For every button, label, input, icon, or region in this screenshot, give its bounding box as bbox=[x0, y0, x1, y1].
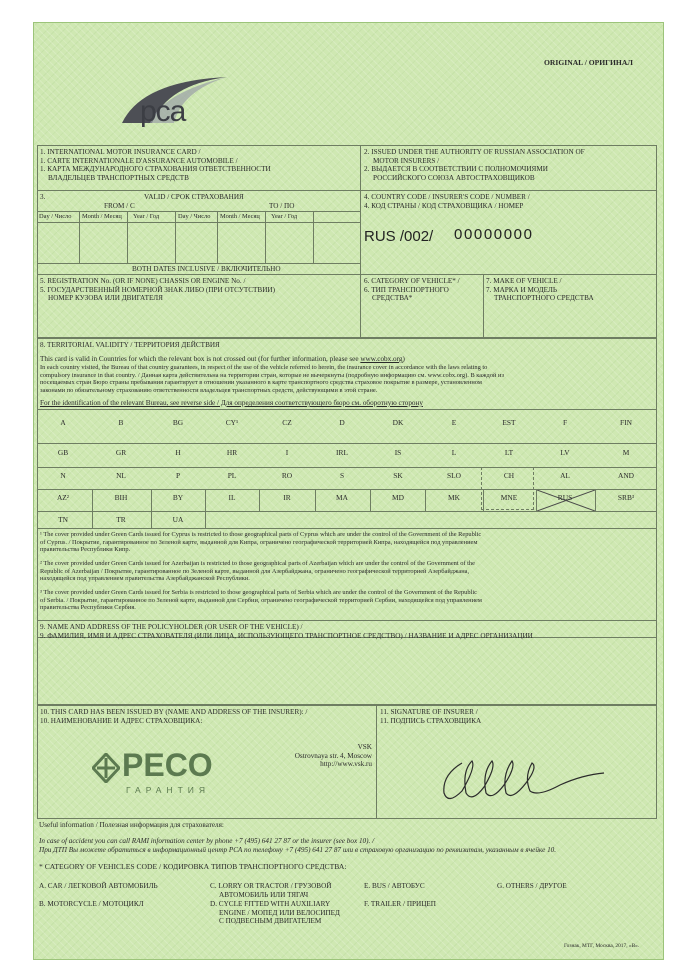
footnote-cyprus: ¹ The cover provided under Green Cards issued for Cyprus is restricted to those geographical parts of Cyprus which are under the control of the Government of the Republic of Cyprus. / Покрытие, гарантированное по Зеленой карте, выданной для Кипра, ограничено географической территорией Кипра, находящейся под управлением правительства Республики Кипр. bbox=[40, 531, 482, 554]
country-cell-ma: MA bbox=[336, 493, 348, 502]
section-4-title: 4. COUNTRY CODE / INSURER'S CODE / NUMBER / 4. КОД СТРАНЫ / КОД СТРАХОВЩИКА / НОМЕР bbox=[364, 193, 530, 210]
footnote-azerbaijan: ² The cover provided under Green Cards issued for Azerbaijan is restricted to those geographical parts of Azerbaijan which are under the control of the Government of the Republic of Azerbaijan / Покрытие, гарантированное по Зеленой карте, выданной для Азербайджана, ограничено географической территорией Азербайджана, находящейся под управлением правительства Азербайджанской Республики. bbox=[40, 560, 475, 583]
country-cell-gb: GB bbox=[57, 448, 69, 457]
country-cell-slo: SLO bbox=[447, 471, 461, 480]
rsa-logo-text: pca bbox=[140, 95, 186, 128]
bureau-reference-note: For the identification of the relevant Bureau, see reverse side / Для определения соответствующего бюро см. оборотную сторону bbox=[40, 399, 423, 407]
country-cell-srb: SRB³ bbox=[617, 493, 635, 502]
valid-to-label: TO / ПО bbox=[269, 202, 295, 210]
card-number: 00000000 bbox=[454, 226, 534, 243]
green-card-form bbox=[33, 22, 664, 960]
country-cell-pl: PL bbox=[227, 471, 237, 480]
country-cell-h: H bbox=[175, 448, 181, 457]
country-cell-il: IL bbox=[228, 493, 236, 502]
country-cell-sk: SK bbox=[393, 471, 403, 480]
country-cell-d: D bbox=[339, 418, 345, 427]
country-cell-n: N bbox=[60, 471, 66, 480]
useful-info-ru: При ДТП Вы можете обратиться в информационный центр РСА по телефону +7 (495) 641 27 87 или в страховую организацию по реквизитам, указанным в ячейке 10. bbox=[39, 846, 557, 854]
country-insurer-code: RUS /002/ bbox=[364, 228, 434, 245]
country-cell-bg: BG bbox=[172, 418, 184, 427]
country-cell-tn: TN bbox=[58, 515, 68, 524]
country-cell-ua: UA bbox=[172, 515, 184, 524]
section-9-title: 9. NAME AND ADDRESS OF THE POLICYHOLDER (OR USER OF THE VEHICLE) / 9. ФАМИЛИЯ, ИМЯ И АДРЕС СТРАХОВАТЕЛЯ (ИЛИ ЛИЦА, ИСПОЛЬЗУЮЩЕГО ТРАНСПОРТНОЕ СРЕДСТВО) / НАЗВАНИЕ И АДРЕС ОРГАНИЗАЦИИ bbox=[40, 623, 533, 640]
country-cell-a: A bbox=[60, 418, 66, 427]
country-cell-s: S bbox=[339, 471, 345, 480]
country-cell-and: AND bbox=[617, 471, 634, 480]
country-cell-nl: NL bbox=[116, 471, 126, 480]
country-cell-az: AZ² bbox=[56, 493, 70, 502]
dates-inclusive-label: BOTH DATES INCLUSIVE / ВКЛЮЧИТЕЛЬНО bbox=[132, 265, 281, 273]
valid-from-label: FROM / С bbox=[104, 202, 135, 210]
section-10-title: 10. THIS CARD HAS BEEN ISSUED BY (NAME AND ADDRESS OF THE INSURER): / 10. НАИМЕНОВАНИЕ И АДРЕС СТРАХОВЩИКА: bbox=[40, 708, 308, 725]
country-cell-bih: BIH bbox=[114, 493, 128, 502]
category-d: D. CYCLE FITTED WITH AUXILIARY ENGINE / МОПЕД ИЛИ ВЕЛОСИПЕД С ПОДВЕСНЫМ ДВИГАТЕЛЕМ bbox=[210, 900, 340, 926]
country-cell-gr: GR bbox=[115, 448, 127, 457]
country-cell-dk: DK bbox=[392, 418, 404, 427]
country-cell-ro: RO bbox=[281, 471, 293, 480]
country-cell-l: L bbox=[451, 448, 457, 457]
country-cell-is: IS bbox=[394, 448, 402, 457]
insurer-signature bbox=[432, 745, 612, 807]
rsa-logo bbox=[82, 71, 232, 127]
valid-to-day-label: Day / Число bbox=[178, 213, 211, 220]
valid-from-day-label: Day / Число bbox=[39, 213, 72, 220]
category-g: G. OTHERS / ДРУГОЕ bbox=[497, 882, 567, 890]
country-cell-rus: RUS bbox=[557, 493, 573, 502]
section-8-intro: This card is valid in Countries for which the relevant box is not crossed out (for further information, please see www.cobx.org) bbox=[40, 355, 405, 363]
section-8-description: In each country visited, the Bureau of that country guarantees, in respect of the use of the vehicle referred to herein, the insurance cover in accordance with the laws relating to compulsory insurance in that country. / Данная карта действительна на территории стран, которые не вычеркнуты (подробную информацию см. www.cobx.org). В каждой из посещаемых стран Бюро страны пребывания гарантирует в отношении указанного в карте транспортного средства страховое покрытие в размере, установленном законами по обязательному страхованию ответственности владельцев транспортных средств, действующими в этой стране. bbox=[40, 364, 504, 394]
section-8-title: 8. TERRITORIAL VALIDITY / ТЕРРИТОРИЯ ДЕЙСТВИЯ bbox=[40, 341, 220, 349]
country-cell-by: BY bbox=[172, 493, 184, 502]
country-cell-cy: CY¹ bbox=[225, 418, 239, 427]
reso-logo bbox=[92, 747, 242, 803]
country-cell-ir: IR bbox=[283, 493, 291, 502]
country-cell-md: MD bbox=[392, 493, 404, 502]
country-cell-mk: MK bbox=[448, 493, 460, 502]
country-cell-lv: LV bbox=[560, 448, 570, 457]
section-5-title: 5. REGISTRATION No. (OR IF NONE) CHASSIS OR ENGINE No. / 5. ГОСУДАРСТВЕННЫЙ НОМЕРНОЙ ЗНАК ЛИБО (ПРИ ОТСУТСТВИИ) НОМЕР КУЗОВА ИЛИ ДВИГАТЕЛЯ bbox=[40, 277, 275, 303]
category-e: E. BUS / АВТОБУС bbox=[364, 882, 425, 890]
section-6-title: 6. CATEGORY OF VEHICLE* / 6. ТИП ТРАНСПОРТНОГО СРЕДСТВА* bbox=[364, 277, 460, 303]
country-cell-hr: HR bbox=[226, 448, 238, 457]
category-a: A. CAR / ЛЕГКОВОЙ АВТОМОБИЛЬ bbox=[39, 882, 158, 890]
country-cell-e: E bbox=[451, 418, 457, 427]
footnote-serbia: ³ The cover provided under Green Cards issued for Serbia is restricted to those geographical parts of Serbia which are under the control of the Government of the Republic of Serbia. / Покрытие, гарантированное по Зеленой карте, выданной для Сербии, ограничено географической территорией Сербии, находящейся под управлением правительства Республики Сербия. bbox=[40, 589, 482, 612]
reso-emblem-icon bbox=[92, 753, 120, 783]
reso-logo-subtitle: ГАРАНТИЯ bbox=[126, 785, 211, 795]
section-2-title: 2. ISSUED UNDER THE AUTHORITY OF RUSSIAN ASSOCIATION OF MOTOR INSURERS / 2. ВЫДАЕТСЯ В СООТВЕТСТВИИ С ПОЛНОМОЧИЯМИ РОССИЙСКОГО СОЮЗА АВТОСТРАХОВЩИКОВ bbox=[364, 148, 585, 182]
section-3-number: 3. bbox=[40, 193, 46, 201]
section-1-title: 1. INTERNATIONAL MOTOR INSURANCE CARD / 1. CARTE INTERNATIONALE D'ASSURANCE AUTOMOBILE / 1. КАРТА МЕЖДУНАРОДНОГО СТРАХОВАНИЯ ОТВЕТСТВЕННОСТИ ВЛАДЕЛЬЦЕВ ТРАНСПОРТНЫХ СРЕДСТВ bbox=[40, 148, 271, 182]
category-c: C. LORRY OR TRACTOR / ГРУЗОВОЙ АВТОМОБИЛЬ ИЛИ ТЯГАЧ bbox=[210, 882, 332, 899]
country-cell-tr: TR bbox=[116, 515, 126, 524]
category-b: B. MOTORCYCLE / МОТОЦИКЛ bbox=[39, 900, 144, 908]
country-cell-m: M bbox=[622, 448, 630, 457]
country-cell-cz: CZ bbox=[282, 418, 292, 427]
printer-imprint: Гознак, МТГ, Москва, 2017, «В». bbox=[564, 943, 640, 949]
country-cell-f: F bbox=[562, 418, 568, 427]
country-cell-al: AL bbox=[560, 471, 570, 480]
country-cell-b: B bbox=[118, 418, 124, 427]
category-f: F. TRAILER / ПРИЦЕП bbox=[364, 900, 436, 908]
country-cell-lt: LT bbox=[504, 448, 514, 457]
section-11-title: 11. SIGNATURE OF INSURER / 11. ПОДПИСЬ СТРАХОВЩИКА bbox=[380, 708, 482, 725]
valid-to-year-label: Year / Год bbox=[271, 213, 298, 220]
vehicle-category-title: * CATEGORY OF VEHICLES CODE / КОДИРОВКА ТИПОВ ТРАНСПОРТНОГО СРЕДСТВА: bbox=[39, 862, 347, 871]
valid-to-month-label: Month / Месяц bbox=[220, 213, 260, 220]
reso-logo-name: PECO bbox=[122, 747, 213, 783]
country-cell-mne: MNE bbox=[500, 493, 518, 502]
cobx-link[interactable]: www.cobx.org bbox=[360, 355, 403, 363]
country-cell-fin: FIN bbox=[620, 418, 632, 427]
country-cell-i: I bbox=[285, 448, 289, 457]
section-7-title: 7. MAKE OF VEHICLE / 7. МАРКА И МОДЕЛЬ ТРАНСПОРТНОГО СРЕДСТВА bbox=[486, 277, 594, 303]
useful-info-en: In case of accident you can call RAMI information center by phone +7 (495) 641 27 87 or the insurer (see box 10). / bbox=[39, 837, 375, 845]
country-cell-irl: IRL bbox=[336, 448, 348, 457]
country-cell-p: P bbox=[175, 471, 181, 480]
country-cell-est: EST bbox=[502, 418, 516, 427]
valid-from-year-label: Year / Год bbox=[133, 213, 160, 220]
country-cell-ch: CH bbox=[503, 471, 515, 480]
original-label: ORIGINAL / ОРИГИНАЛ bbox=[544, 58, 633, 67]
valid-from-month-label: Month / Месяц bbox=[82, 213, 122, 220]
section-3-title: VALID / СРОК СТРАХОВАНИЯ bbox=[144, 193, 244, 201]
useful-info-title: Useful information / Полезная информация для страхователя: bbox=[39, 821, 224, 829]
insurer-address: VSK Ostrovnaya str. 4, Moscow http://www.vsk.ru bbox=[294, 743, 372, 769]
